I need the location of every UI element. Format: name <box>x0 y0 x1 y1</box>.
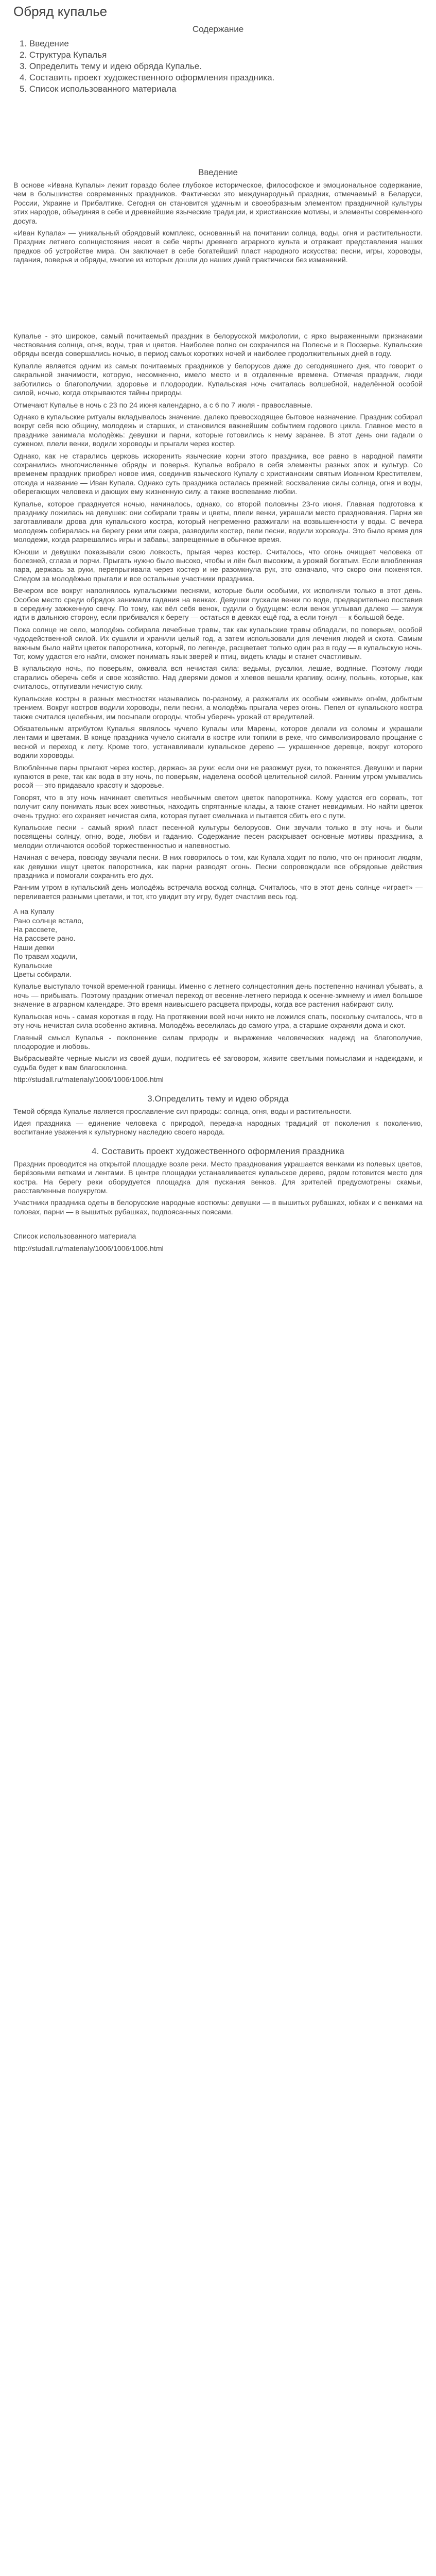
body-paragraph: Вечером все вокруг наполнялось купальскими песнями, которые были особыми, их исполняли только в этот день. Особое место среди обрядов занимали гадания на венках. Девушки пускали венки по воде, предварительно поставив в середину зажженную свечу. По тому, как вёл себя венок, судили о будущем: если венок уплывал далеко — замуж идти в дальнюю сторону, если прибивался к берегу — остаться в девках ещё год, а если тонул — к большой беде. <box>13 587 423 622</box>
poem-line: Купальские <box>13 961 53 970</box>
poem-line: На рассвете рано. <box>13 935 76 943</box>
body-paragraph: Купалье - это широкое, самый почитаемый праздник в белорусской мифологии, с ярко выраженными признаками чествования солнца, огня, воды, трав и цветов. Наиболее полно он сохранился на Полесье и в Поозерье. Купальские обряды всегда совершались ночью, в период самых коротких ночей и наиболее продолжительных дней в году. <box>13 332 423 359</box>
section3-paragraph: Темой обряда Купалье является прославление сил природы: солнца, огня, воды и растительности. <box>13 1107 352 1116</box>
body-paragraph: Купальские костры в разных местностях назывались по-разному, а разжигали их особым «живым» огнём, добытым трением. Вокруг костров водили хороводы, пели песни, а молодёжь прыгала через огонь. Пепел от купальского костра также считался целебным, им посыпали огороды, чтобы уберечь урожай от вредителей. <box>13 694 423 721</box>
closing-paragraph: Купалье выступало точкой временной границы. Именно с летнего солнцестояния день постепенно начинал убывать, а ночь — прибывать. Поэтому праздник отмечал переход от весенне-летнего периода к осенне-зимнему и имел большое значение в аграрном календаре. Это время наивысшего расцвета природы, когда все растения набирают силу. <box>13 982 423 1009</box>
section4-paragraph: Праздник проводится на открытой площадке возле реки. Место празднования украшается венками из полевых цветов, берёзовыми ветками и лентами. В центре площадки устанавливается купальское дерево, рядом готовится место для костра. На берегу реки оборудуется площадка для пускания венков. Для зрителей предусмотрены скамьи, расставленные полукругом. <box>13 1160 423 1195</box>
body-paragraph: Влюблённые пары прыгают через костер, держась за руки: если они не разожмут руки, то поженятся. Девушки и парни купаются в реке, так как вода в эту ночь, по поверьям, наделена особой целительной силой. Ранним утром умывались росой — это придавало красоту и здоровье. <box>13 764 423 790</box>
body-paragraph: Отмечают Купалье в ночь с 23 по 24 июня календарно, а с 6 по 7 июля - православные. <box>13 401 313 410</box>
toc-heading: Содержание <box>192 24 244 34</box>
closing-paragraph: Главный смысл Купалья - поклонение силам природы и выражение человеческих надежд на благополучие, плодородие и любовь. <box>13 1033 423 1051</box>
toc-list <box>20 38 423 95</box>
section4-text <box>13 1160 423 1220</box>
body-paragraph: Обязательным атрибутом Купалья являлось чучело Купалы или Марены, которое делали из соломы и украшали лентами и цветами. В конце праздника чучело сжигали в костре или топили в реке, что символизировало прощание с весной и переход к лету. Кроме того, устанавливали купальское дерево — украшенное деревце, вокруг которого водили хороводы. <box>13 724 423 760</box>
references-heading: Список использованного материала <box>13 1232 136 1241</box>
body-paragraph: Однако в купальские ритуалы вкладывалось значение, далеко превосходящее бытовое назначение. Праздник собирал вокруг себя всю общину, молодежь и старших, и становился важнейшим событием годового цикла. Главное место в празднике занимала молодёжь: девушки и парни, которые готовились к нему заранее. В этот день они гадали о суженом, плели венки, водили хороводы и прыгали через костер. <box>13 413 423 449</box>
toc-item: 1. Введение <box>20 39 69 48</box>
body-paragraph: Купальские песни - самый яркий пласт песенной культуры белорусов. Они звучали только в эту ночь и были посвящены солнцу, огню, воде, любви и гаданию. Содержание песен раскрывает основные мотивы праздника, а мелодии отличаются особой торжественностью и напевностью. <box>13 823 423 850</box>
closing-text <box>13 982 423 1088</box>
intro-heading: Введение <box>198 167 238 177</box>
body-paragraph: Юноши и девушки показывали свою ловкость, прыгая через костер. Считалось, что огонь очищает человека от болезней, сглаза и порчи. Прыгать нужно было высоко, чтобы и лён был высоким, а урожай богатым. Если влюбленная пара, держась за руки, перепрыгивала через костер и не разомкнула рук, это означало, что скоро они поженятся. Следом за молодёжью прыгали и все остальные участники праздника. <box>13 548 423 583</box>
document-title: Обряд купалье <box>13 4 108 19</box>
body-paragraph: Говорят, что в эту ночь начинает светиться необычным светом цветок папоротника. Кому удастся его сорвать, тот получит силу понимать язык всех животных, находить спрятанные клады, а также станет невидимым. Но найти цветок очень трудно: его охраняет нечистая сила, которая пугает смельчака и пытается сбить его с пути. <box>13 793 423 820</box>
closing-paragraph: Купальская ночь - самая короткая в году. На протяжении всей ночи никто не ложился спать, поскольку считалось, что в эту ночь нечистая сила особенно активна. Молодёжь веселилась до самого утра, а старшие охраняли дома и скот. <box>13 1012 423 1030</box>
body-paragraph: Пока солнце не село, молодёжь собирала лечебные травы, так как купальские травы обладали, по поверьям, особой чудодейственной силой. Их сушили и хранили целый год, а затем использовали для лечения людей и скота. Самым важным было найти цветок папоротника, который, по легенде, расцветает только один раз в году — в купальскую ночь. Тот, кому удастся его найти, сможет понимать язык зверей и птиц, видеть клады и станет счастливым. <box>13 625 423 662</box>
body-paragraph: Купалле является одним из самых почитаемых праздников у белорусов даже до сегодняшнего дня, что говорит о сакральной значимости, которую, несомненно, имело место и в отдаленные времена. Отмечая праздник, люди заботились о благополучии, здоровье и плодородии. Купальская ночь считалась волшебной, наделённой особой силой, ночью, когда открываются тайны природы. <box>13 362 423 398</box>
section4-heading: 4. Составить проект художественного оформления праздника <box>92 1146 344 1156</box>
poem-line: На рассвете, <box>13 926 58 935</box>
toc-item: 5. Список использованного материала <box>20 84 177 94</box>
closing-paragraph: Выбрасывайте черные мысли из своей души, подпитесь её заговором, живите светлыми помыслами и надеждами, и судьба будет к вам благосклонна. <box>13 1055 423 1072</box>
body-text <box>13 332 423 905</box>
body-paragraph: Купалье, которое празднуется ночью, начиналось, однако, со второй половины 23-го июня. Главная подготовка к празднику ложилась на девушек: они собирали травы и цветы, плели венки, украшали место празднования. Парни же заготавливали дрова для купальского костра, который непременно разжигали на возвышенности у воды. С вечера молодежь собиралась на берегу реки или озера, разводили костер, пели песни, водили хороводы. Это было время для молодежи, когда разрешались игры и забавы, запрещенные в обычное время. <box>13 500 423 545</box>
poem <box>13 908 423 979</box>
body-paragraph: Начиная с вечера, повсюду звучали песни. В них говорилось о том, как Купала ходит по полю, что он приносит людям, как девушки ищут цветок папоротника, как парни разводят огонь. Песни сопровождали все обрядовые действия праздника и помогали сохранить его дух. <box>13 854 423 880</box>
poem-line: А на Купалу <box>13 908 55 917</box>
section3-heading: 3.Определить тему и идею обряда <box>147 1093 289 1104</box>
toc-item: 4. Составить проект художественного оформления праздника. <box>20 73 275 82</box>
intro-paragraph: «Иван Купала» — уникальный обрядовый комплекс, основанный на почитании солнца, воды, огня и растительности. Праздник летнего солнцестояния несет в себе черты древнего аграрного культа и отражает представления наших предков об устройстве мира. Он заключает в себе богатейший пласт народного искусства: песни, игры, хороводы, гадания, поверья и обряды, многие из которых дошли до наших дней практически без изменений. <box>13 229 423 265</box>
intro-paragraph: В основе «Ивана Купалы» лежит гораздо более глубокое историческое, философское и эмоциональное содержание, чем в большинстве современных праздников. Фактически это международный праздник, отмечаемый в Беларуси, России, Украине и Прибалтике. Сегодня он становится удачным и своеобразным элементом праздничной культуры этих народов, объединяя в себе и древнейшие языческие традиции, и христианские мотивы, и элементы современного досуга. <box>13 181 423 226</box>
toc-item: 2. Структура Купалья <box>20 50 107 60</box>
poem-line: Наши девки <box>13 943 55 952</box>
toc-item: 3. Определить тему и идею обряда Купалье. <box>20 61 202 71</box>
section3-paragraph: Идея праздника — единение человека с природой, передача народных традиций от поколения к поколению, воспитание уважения к культурному наследию своего народа. <box>13 1119 423 1137</box>
body-paragraph: Однако, как не старались церковь искоренить языческие корни этого праздника, все равно в народной памяти сохранились многочисленные обряды и поверья. Купалье вобрало в себя элементы разных эпох и культур. Со временем праздник приобрел новое имя, соединив языческого Купалу с христианским святым Иоанном Крестителем, отсюда и название — Иван Купала. Однако суть праздника осталась прежней: восхваление силы солнца, огня и воды, оберегающих человека и дающих ему жизненную силу, а также воспевание любви. <box>13 452 423 497</box>
closing-paragraph: http://studall.ru/materialy/1006/1006/1006.html <box>13 1076 164 1084</box>
references-list <box>13 1245 423 1253</box>
poem-line: По травам ходили, <box>13 953 78 961</box>
body-paragraph: Ранним утром в купальский день молодёжь встречала восход солнца. Считалось, что в этот день солнце «играет» — переливается разными цветами, и тот, кто увидит эту игру, будет счастлив весь год. <box>13 884 423 901</box>
reference-item: http://studall.ru/materialy/1006/1006/1006.html <box>13 1244 164 1253</box>
poem-line: Цветы собирали. <box>13 971 72 979</box>
section4-paragraph: Участники праздника одеты в белорусские народные костюмы: девушки — в вышитых рубашках, юбках и с венками на головах, парни — в вышитых рубашках, подпоясанных поясами. <box>13 1199 423 1216</box>
body-paragraph: В купальскую ночь, по поверьям, оживала вся нечистая сила: ведьмы, русалки, лешие, водяные. Поэтому люди старались оберечь себя и свое хозяйство. Над дверями домов и хлевов вешали крапиву, осину, полынь, которые, как считалось, отпугивали нечистую силу. <box>13 665 423 691</box>
section3-text <box>13 1108 423 1141</box>
poem-line: Рано солнце встало, <box>13 917 84 925</box>
